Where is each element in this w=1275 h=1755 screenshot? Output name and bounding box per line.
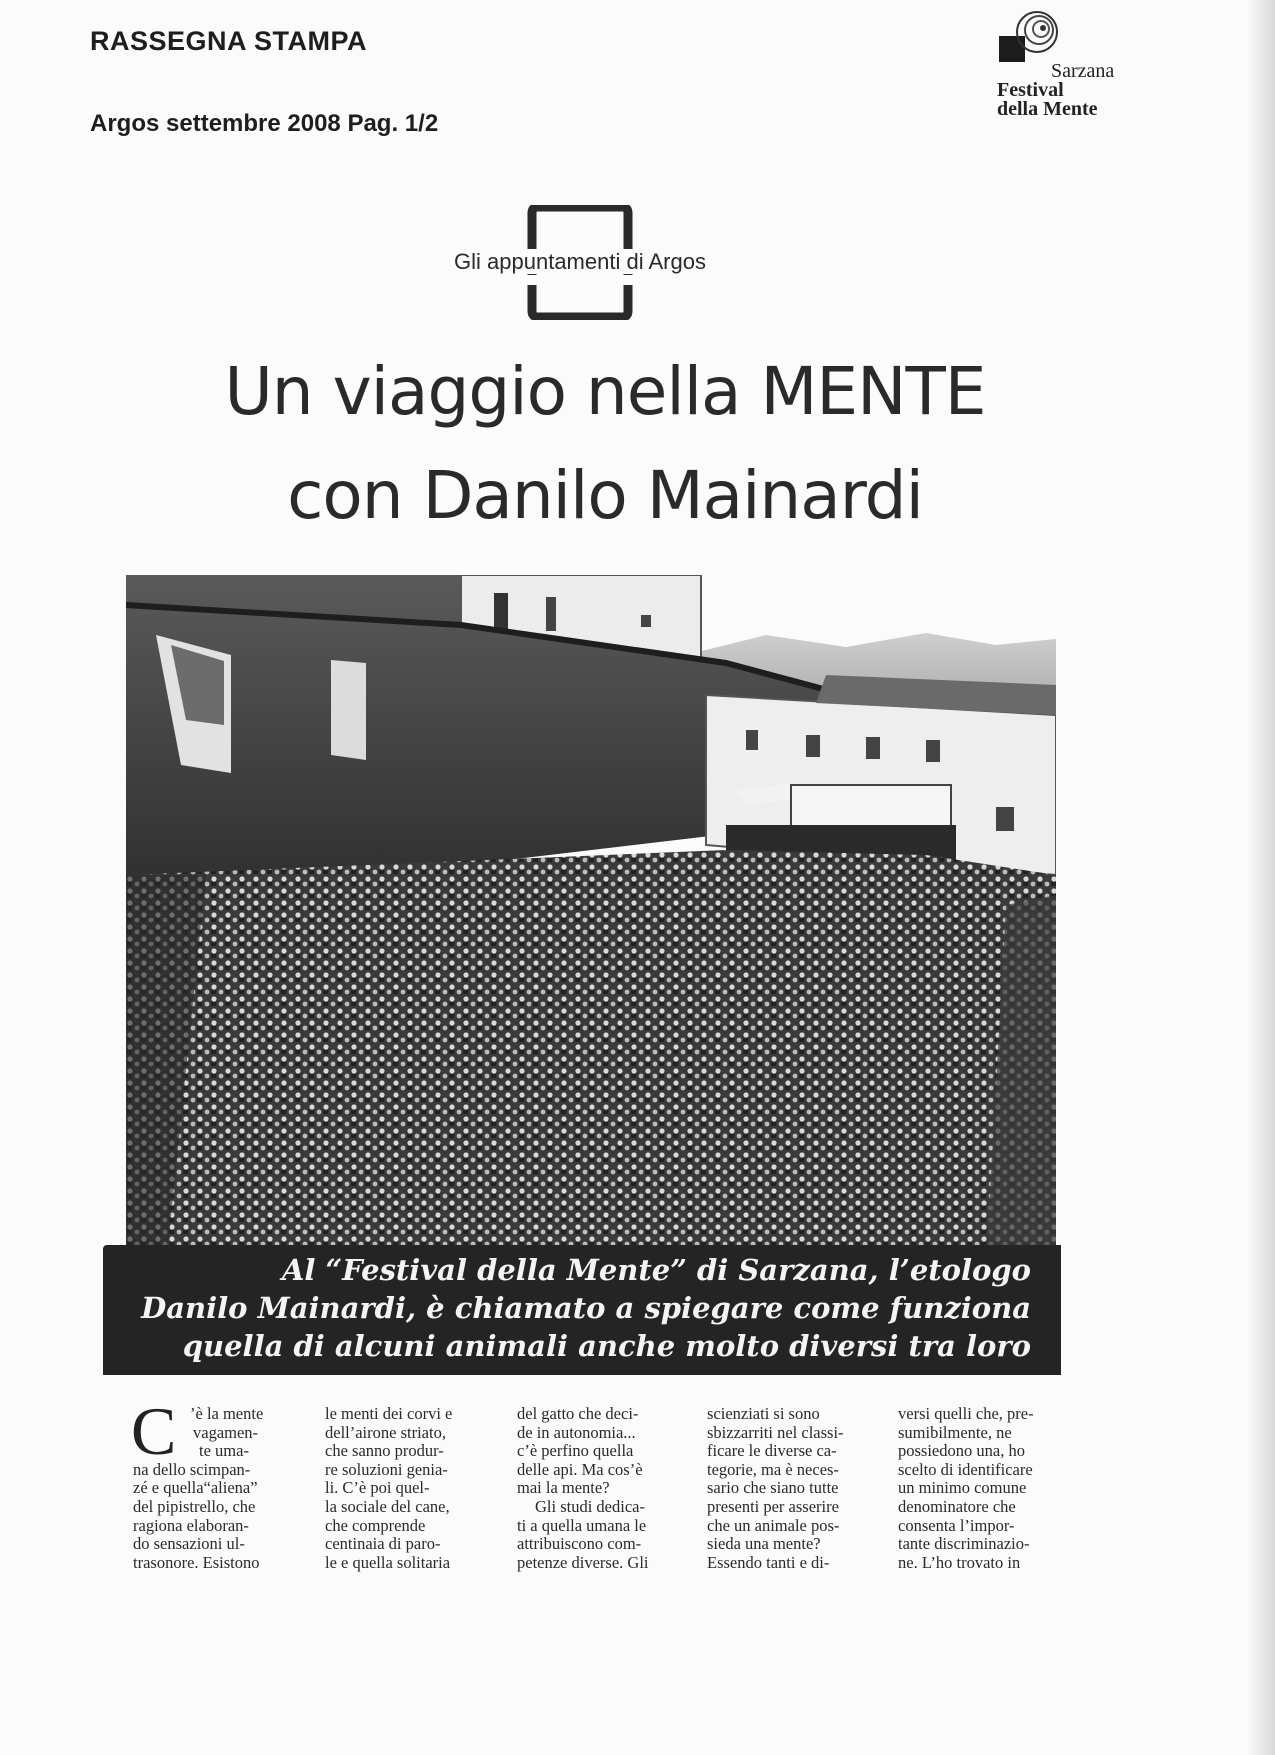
text-line: scienziati si sono (707, 1404, 820, 1423)
article-body (131, 1393, 1063, 1605)
text-line: ficare le diverse ca- (707, 1441, 837, 1461)
subhead-banner (103, 1245, 1061, 1375)
text-line: possiedono una, ho (898, 1441, 1025, 1461)
text-line: na dello scimpan- (133, 1459, 251, 1479)
article-column-1 (133, 1405, 305, 1572)
rubric-title: Gli appuntamenti di Argos (450, 249, 710, 274)
text-line: sumibilmente, ne (898, 1422, 1012, 1442)
text-line: che comprende (325, 1515, 426, 1535)
text-line: ne. L’ho trovato in (898, 1552, 1021, 1572)
text-line: sbizzarriti nel classi- (707, 1422, 844, 1442)
headline (100, 340, 1110, 548)
text-line: re soluzioni genia- (325, 1459, 448, 1479)
text-line: te uma- (199, 1441, 249, 1461)
article-column-5 (898, 1405, 1070, 1572)
text-line: consenta l’impor- (898, 1515, 1015, 1535)
text-line: che sanno produr- (325, 1441, 444, 1461)
text-line: do sensazioni ul- (133, 1534, 245, 1554)
festival-crowd-photo-icon (126, 575, 1056, 1265)
text-line: ti a quella umana le (517, 1515, 647, 1535)
text-line: centinaia di paro- (325, 1534, 441, 1554)
text-line: Gli studi dedica- (535, 1496, 645, 1516)
headline-line-2: con Danilo Mainardi (287, 457, 923, 534)
text-line: un minimo comune (898, 1478, 1027, 1498)
text-line: petenze diverse. Gli (517, 1552, 649, 1572)
festival-photo (126, 575, 1056, 1265)
logo-line-festival: Festival (997, 79, 1064, 101)
text-line: li. C’è poi quel- (325, 1478, 430, 1498)
text-line: tegorie, ma è neces- (707, 1459, 839, 1479)
subhead-line-2: Danilo Mainardi, è chiamato a spiegare come funziona (141, 1291, 1031, 1325)
drop-cap: C (131, 1393, 177, 1469)
text-line: le e quella solitaria (325, 1552, 451, 1572)
text-line: che un animale pos- (707, 1515, 840, 1535)
festival-logo (995, 8, 1145, 133)
text-line: vagamen- (193, 1422, 259, 1442)
text-line: c’è perfino quella (517, 1441, 634, 1461)
article-column-3 (517, 1405, 689, 1572)
press-review-label: RASSEGNA STAMPA (90, 26, 368, 56)
text-line: scelto di identificare (898, 1459, 1033, 1479)
text-line: tante discriminazio- (898, 1534, 1030, 1554)
logo-line-mente: della Mente (997, 98, 1098, 120)
subhead-line-1: Al “Festival della Mente” di Sarzana, l’etologo (281, 1253, 1031, 1287)
text-line: sario che siano tutte (707, 1478, 839, 1498)
text-line: sieda una mente? (707, 1534, 821, 1554)
text-line: attribuiscono com- (517, 1534, 642, 1554)
logo-line-city: Sarzana (1051, 60, 1115, 82)
text-line: versi quelli che, pre- (898, 1404, 1034, 1423)
text-line: dell’airone striato, (325, 1422, 446, 1442)
text-line: denominatore che (898, 1496, 1016, 1516)
text-line: de in autonomia... (517, 1422, 636, 1442)
issue-label: Argos settembre 2008 Pag. 1/2 (90, 110, 439, 137)
subhead-line-3: quella di alcuni animali anche molto diversi tra loro (182, 1329, 1031, 1363)
text-line: le menti dei corvi e (325, 1404, 453, 1423)
text-line: Essendo tanti e di- (707, 1552, 830, 1572)
text-line: ragiona elaboran- (133, 1515, 249, 1535)
text-line: trasonore. Esistono (133, 1552, 260, 1572)
text-line: la sociale del cane, (325, 1496, 450, 1516)
text-line: mai la mente? (517, 1478, 610, 1498)
text-line: ’è la mente (190, 1404, 264, 1423)
article-column-4 (707, 1405, 879, 1572)
scan-edge-shadow (1247, 0, 1275, 1755)
article-column-2 (325, 1405, 497, 1572)
text-line: delle api. Ma cos’è (517, 1459, 643, 1479)
headline-line-1: Un viaggio nella MENTE (224, 353, 986, 430)
text-line: presenti per asserire (707, 1496, 839, 1516)
text-line: del pipistrello, che (133, 1496, 256, 1516)
text-line: del gatto che deci- (517, 1404, 639, 1423)
rubric-box (420, 205, 740, 320)
text-line: zé e quella“aliena” (133, 1478, 258, 1498)
